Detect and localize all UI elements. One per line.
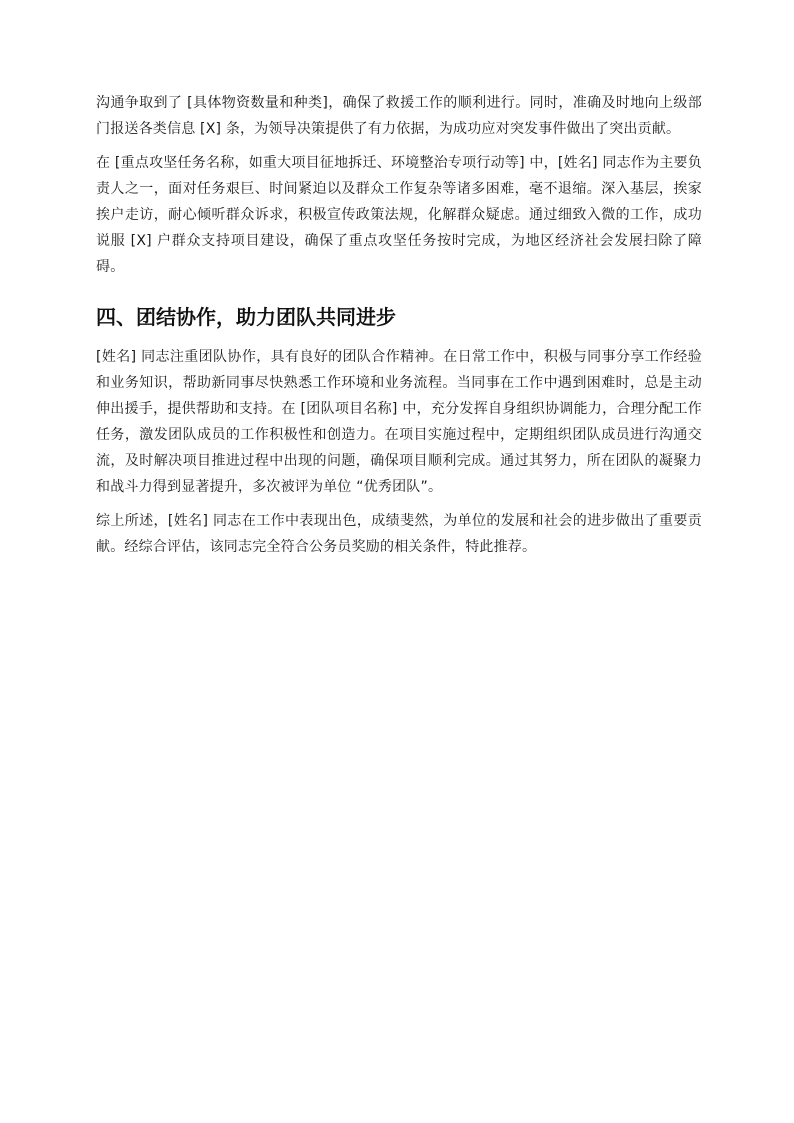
document-body — [96, 90, 702, 568]
paragraph-conclusion: 综上所述，[姓名] 同志在工作中表现出色，成绩斐然，为单位的发展和社会的进步做出了重要贡献。经综合评估，该同志完全符合公务员奖励的相关条件，特此推荐。 — [96, 513, 702, 555]
paragraph-rescue-supplies: 沟通争取到了 [具体物资数量和种类]，确保了救援工作的顺利进行。同时，准确及时地向上级部门报送各类信息 [X] 条，为领导决策提供了有力依据，为成功应对突发事件做出了突出贡献。 — [96, 95, 702, 137]
section-heading-teamwork: 四、团结协作，助力团队共同进步 — [96, 305, 396, 329]
paragraph-teamwork: [姓名] 同志注重团队协作，具有良好的团队合作精神。在日常工作中，积极与同事分享工作经验和业务知识，帮助新同事尽快熟悉工作环境和业务流程。当同事在工作中遇到困难时，总是主动伸出援手，提供帮助和支持。在 [团队项目名称] 中，充分发挥自身组织协调能力，合理分配工作任务，激发团队成员的工作积极性和创造力。在项目实施过程中，定期组织团队成员进行沟通交流，及时解决项目推进过程中出现的问题，确保项目顺利完成。通过其努力，所在团队的凝聚力和战斗力得到显著提升，多次被评为单位 “优秀团队”。 — [96, 349, 702, 495]
paragraph-key-task: 在 [重点攻坚任务名称，如重大项目征地拆迁、环境整治专项行动等] 中，[姓名] 同志作为主要负责人之一，面对任务艰巨、时间紧迫以及群众工作复杂等诸多困难，毫不退缩。深入基层，挨家挨户走访，耐心倾听群众诉求，积极宣传政策法规，化解群众疑虑。通过细致入微的工作，成功说服 [X] 户群众支持项目建设，确保了重点攻坚任务按时完成，为地区经济社会发展扫除了障碍。 — [96, 155, 702, 275]
